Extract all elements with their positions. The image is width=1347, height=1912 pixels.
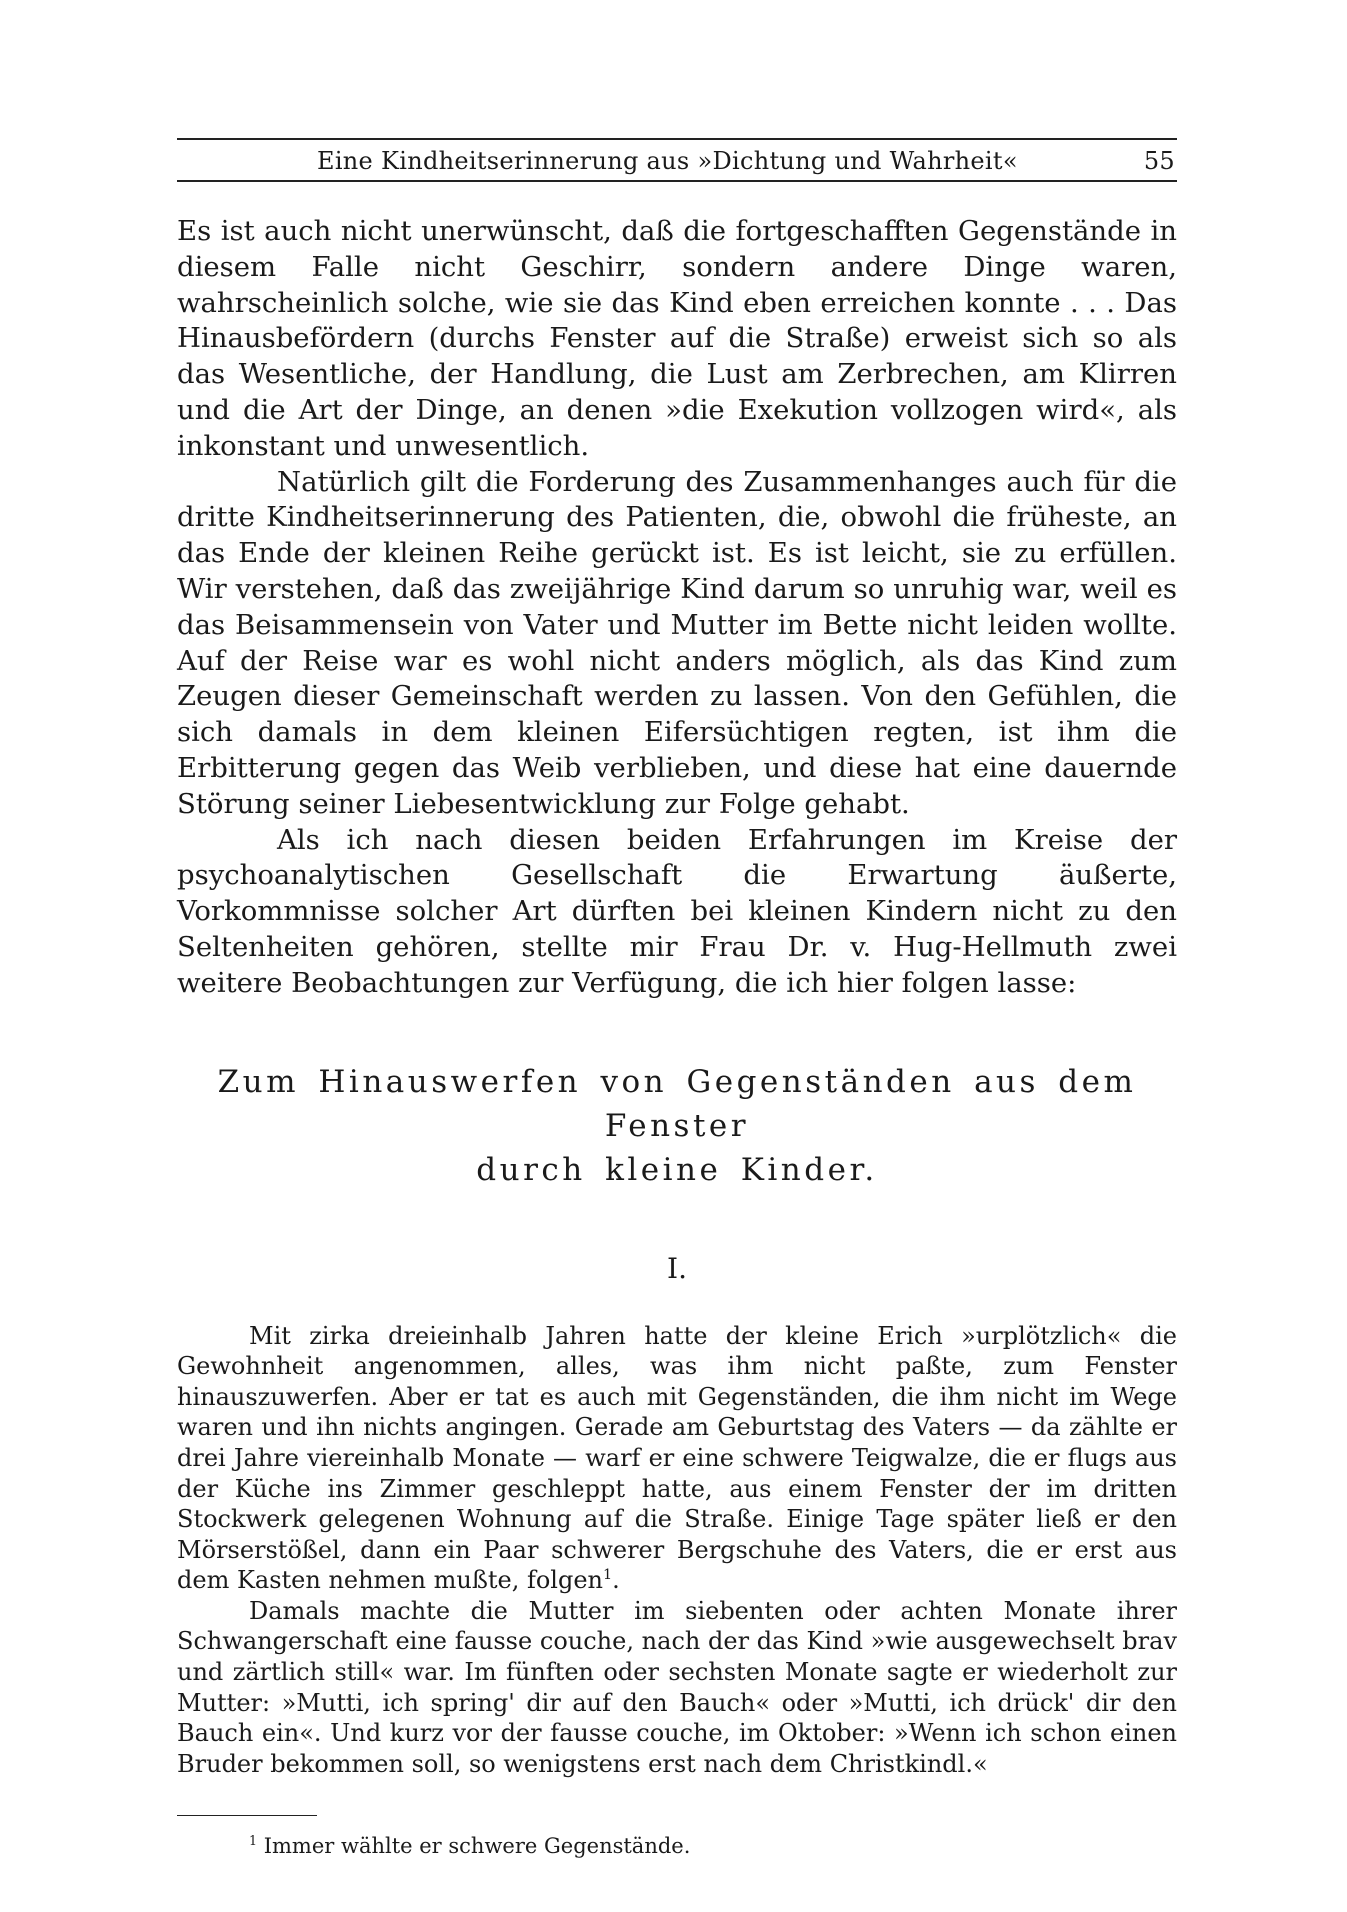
main-text (177, 214, 1177, 1002)
section-number: I. (667, 1251, 687, 1285)
paragraph-text: Mit zirka dreieinhalb Jahren hatte der kleine Erich »urplötzlich« die Gewohnheit angenommen, alles, was ihm nicht paßte, zum Fenster hinauszuwerfen. Aber er tat es auch mit Gegenständen, die ihm nicht im Wege waren und ihn nichts angingen. Gerade am Geburtstag des Vaters — da zählte er drei Jahre viereinhalb Monate — warf er eine schwere Teigwalze, die er flugs aus der Küche ins Zimmer geschleppt hatte, aus einem Fenster der im dritten Stockwerk gelegenen Wohnung auf die Straße. Einige Tage später ließ er den Mörserstößel, dann ein Paar schwerer Bergschuhe des Vaters, die er erst aus dem Kasten nehmen mußte, folgen (177, 1321, 1177, 1595)
paragraph: Als ich nach diesen beiden Erfahrungen im Kreise der psychoanalytischen Gesellschaft die Erwartung äußerte, Vorkommnisse solcher Art dürften bei kleinen Kindern nicht zu den Seltenheiten gehören, stellte mir Frau Dr. v. Hug-Hellmuth zwei weitere Beobachtungen zur Verfügung, die ich hier folgen lasse: (177, 823, 1177, 999)
footnote-text: Immer wählte er schwere Gegenstände. (263, 1834, 691, 1859)
running-header (177, 138, 1177, 182)
footnote-divider (177, 1815, 317, 1816)
section-heading-line: Zum Hinauswerfen von Gegenständen aus dem Fenster (217, 1063, 1137, 1144)
running-title: Eine Kindheitserinnerung aus »Dichtung und Wahrheit« (317, 147, 1018, 175)
section-heading-line: durch kleine Kinder. (476, 1151, 878, 1188)
footnote-reference[interactable]: 1 (603, 1567, 613, 1584)
book-page (177, 138, 1177, 1858)
paragraph: Natürlich gilt die Forderung des Zusammenhanges auch für die dritte Kindheitserinnerung des Patienten, die, obwohl die früheste, an das Ende der kleinen Reihe gerückt ist. Es ist leicht, sie zu erfüllen. Wir verstehen, daß das zweijährige Kind darum so unruhig war, weil es das Beisammensein von Vater und Mutter im Bette nicht leiden wollte. Auf der Reise war es wohl nicht anders möglich, als das Kind zum Zeugen dieser Gemeinschaft werden zu lassen. Von den Gefühlen, die sich damals in dem kleinen Eifersüchtigen regten, ist ihm die Erbitterung gegen das Weib verblieben, und diese hat eine dauernde Störung seiner Liebesentwicklung zur Folge gehabt. (177, 465, 1177, 820)
section-heading (177, 1060, 1177, 1192)
footnote (177, 1834, 1177, 1858)
page-number: 55 (1143, 147, 1175, 175)
footnote-mark: 1 (249, 1833, 258, 1849)
observation-text (177, 1321, 1177, 1780)
paragraph (177, 1321, 1177, 1596)
paragraph: Damals machte die Mutter im siebenten oder achten Monate ihrer Schwangerschaft eine fausse couche, nach der das Kind »wie ausgewechselt brav und zärtlich still« war. Im fünften oder sechsten Monate sagte er wiederholt zur Mutter: »Mutti, ich spring' dir auf den Bauch« oder »Mutti, ich drück' dir den Bauch ein«. Und kurz vor der fausse couche, im Oktober: »Wenn ich schon einen Bruder bekommen soll, so wenigstens erst nach dem Christkindl.« (177, 1596, 1177, 1778)
paragraph-end: . (612, 1566, 620, 1595)
paragraph: Es ist auch nicht unerwünscht, daß die fortgeschafften Gegenstände in diesem Falle nicht Geschirr, sondern andere Dinge waren, wahrscheinlich solche, wie sie das Kind eben erreichen konnte . . . Das Hinausbefördern (durchs Fenster auf die Straße) erweist sich so als das Wesentliche, der Handlung, die Lust am Zerbrechen, am Klirren und die Art der Dinge, an denen »die Exekution vollzogen wird«, als inkonstant und unwesentlich. (177, 215, 1177, 462)
